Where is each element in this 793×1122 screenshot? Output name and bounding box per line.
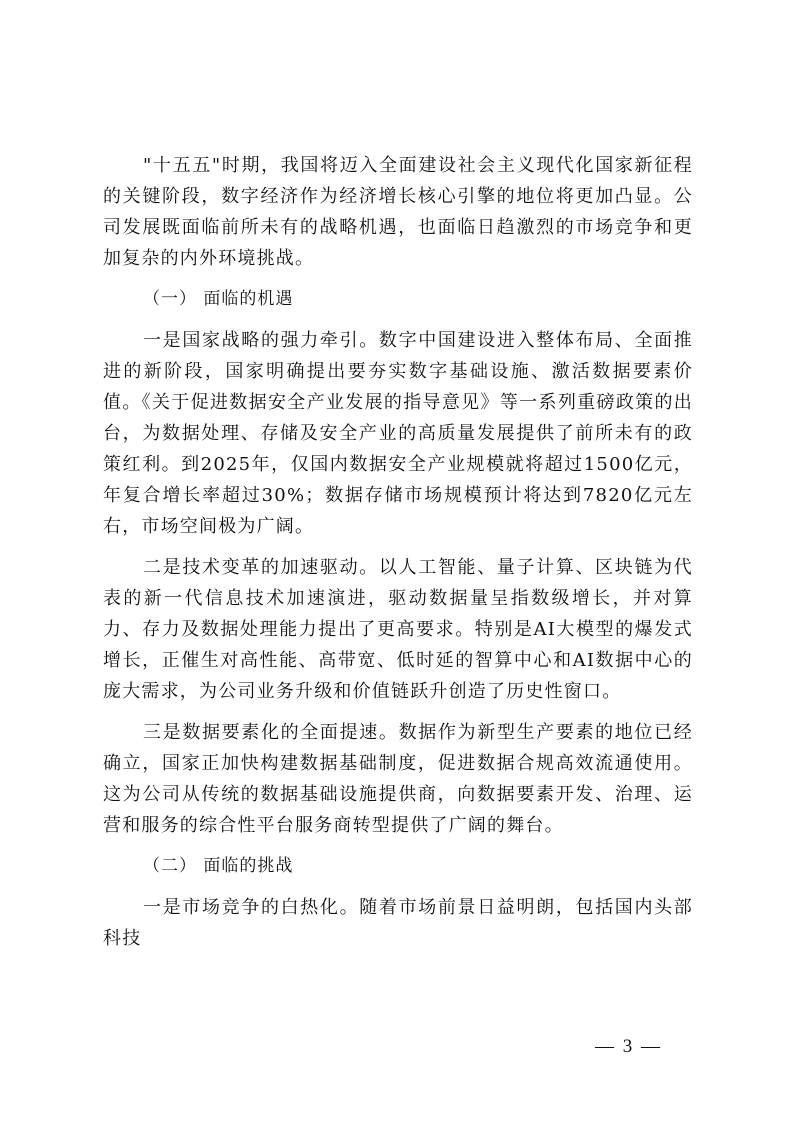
challenge-paragraph-1: 一是市场竞争的白热化。随着市场前景日益明朗，包括国内头部科技: [103, 897, 693, 949]
intro-paragraph: "十五五"时期，我国将迈入全面建设社会主义现代化国家新征程的关键阶段，数字经济作为经济增长核心引擎的地位将更加凸显。公司发展既面临前所未有的战略机遇，也面临日趋激烈的市场竞争和更加复杂的内外环境挑战。: [103, 155, 693, 269]
document-body: [103, 150, 693, 954]
section-heading-challenges: （二） 面临的挑战: [143, 856, 294, 876]
page-number: — 3 —: [595, 1036, 662, 1057]
section-heading-opportunities: （一） 面临的机遇: [143, 289, 294, 309]
opportunity-paragraph-3: 三是数据要素化的全面提速。数据作为新型生产要素的地位已经确立，国家正加快构建数据基础制度，促进数据合规高效流通使用。这为公司从传统的数据基础设施提供商，向数据要素开发、治理、运营和服务的综合性平台服务商转型提供了广阔的舞台。: [103, 722, 693, 836]
opportunity-paragraph-1: 一是国家战略的强力牵引。数字中国建设进入整体布局、全面推进的新阶段，国家明确提出要夯实数字基础设施、激活数据要素价值。《关于促进数据安全产业发展的指导意见》等一系列重磅政策的出台，为数据处理、存储及安全产业的高质量发展提供了前所未有的政策红利。到2025年，仅国内数据安全产业规模就将超过1500亿元，年复合增长率超过30%；数据存储市场规模预计将达到7820亿元左右，市场空间极为广阔。: [103, 330, 693, 537]
opportunity-paragraph-2: 二是技术变革的加速驱动。以人工智能、量子计算、区块链为代表的新一代信息技术加速演进，驱动数据量呈指数级增长，并对算力、存力及数据处理能力提出了更高要求。特别是AI大模型的爆发式增长，正催生对高性能、高带宽、低时延的智算中心和AI数据中心的庞大需求，为公司业务升级和价值链跃升创造了历史性窗口。: [103, 557, 693, 702]
